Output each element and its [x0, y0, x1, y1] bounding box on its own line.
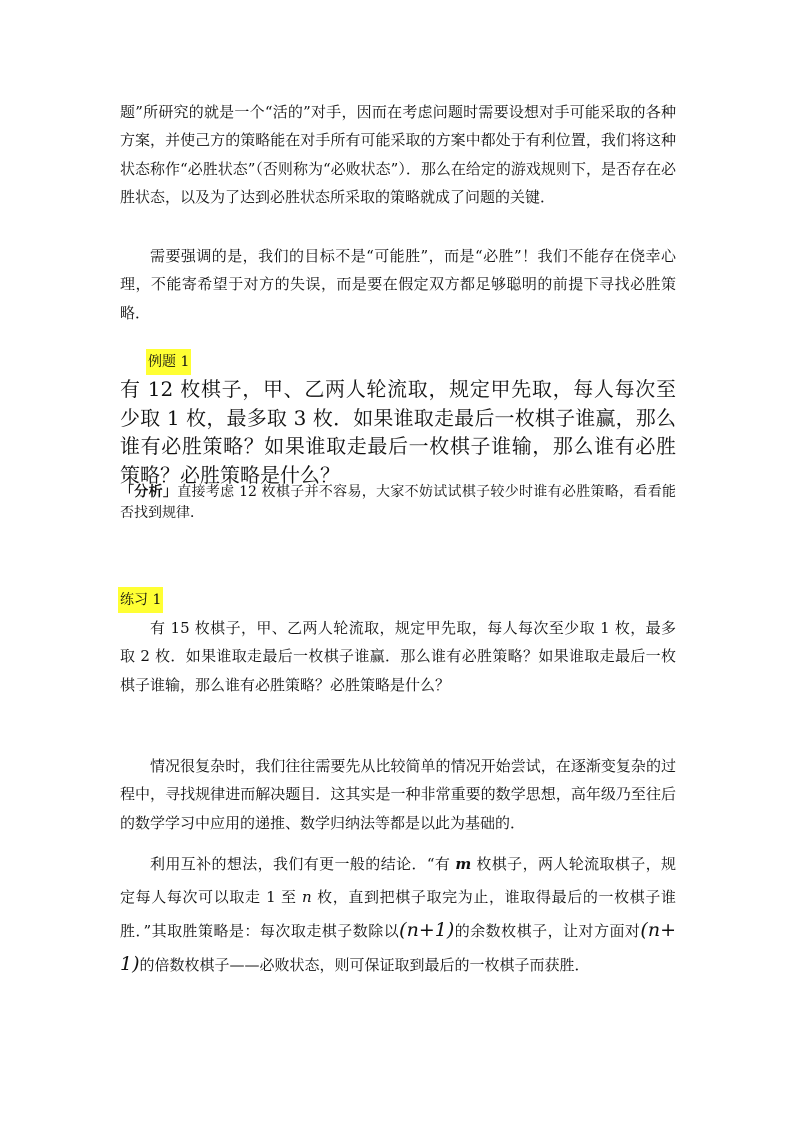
- variable-m: m: [455, 855, 472, 873]
- summary-text-d: 的余数枚棋子，让对方面对: [454, 922, 641, 940]
- example-analysis: [120, 482, 676, 524]
- expression-n-plus-1-a: (n+1): [399, 919, 455, 941]
- example-tag: 例题 1: [146, 349, 191, 375]
- expression-n-plus-1-b: (n+1): [120, 919, 676, 975]
- intro-paragraph-1: 题”所研究的就是一个“活的”对手，因而在考虑问题时需要设想对手可能采取的各种方案，并使己方的策略能在对手所有可能采取的方案中都处于有利位置，我们将这种状态称作“必胜状态”（否则称为“必败状态”）．那么在给定的游戏规则下，是否存在必胜状态，以及为了达到必胜状态所采取的策略就成了问题的关键．: [120, 103, 676, 207]
- summary-paragraph-2: [120, 848, 676, 982]
- summary-paragraph-1: 情况很复杂时，我们往往需要先从比较简单的情况开始尝试，在逐渐变复杂的过程中，寻找规律进而解决题目．这其实是一种非常重要的数学思想，高年级乃至往后的数学学习中应用的递推、数学归纳法等都是以此为基础的．: [120, 757, 676, 832]
- intro-paragraph-2: 需要强调的是，我们的目标不是“可能胜”，而是“必胜”！我们不能存在侥幸心理，不能寄希望于对方的失误，而是要在假定双方都足够聪明的前提下寻找必胜策略．: [120, 247, 676, 322]
- summary-text-b: 枚棋子，两人轮流取棋子，规定每人每次可以取走 1 至: [120, 855, 676, 906]
- variable-n: n: [302, 888, 312, 906]
- analysis-text: 直接考虑 12 枚棋子并不容易，大家不妨试试棋子较少时谁有必胜策略，看看能否找到规律．: [120, 484, 676, 521]
- exercise-tag: 练习 1: [118, 587, 163, 613]
- example-problem: 有 12 枚棋子，甲、乙两人轮流取，规定甲先取，每人每次至少取 1 枚，最多取 3 枚．如果谁取走最后一枚棋子谁赢，那么谁有必胜策略？如果谁取走最后一枚棋子谁输，那么谁有必胜策略？必胜策略是什么？: [120, 377, 676, 487]
- summary-text-e: 的倍数枚棋子——必败状态，则可保证取到最后的一枚棋子而获胜．: [139, 956, 590, 974]
- analysis-label: 「分析」: [120, 484, 178, 500]
- summary-text-c: 枚，直到把棋子取完为止，谁取得最后的一枚棋子谁胜．”其取胜策略是：每次取走棋子数除以: [120, 888, 676, 940]
- exercise-problem: 有 15 枚棋子，甲、乙两人轮流取，规定甲先取，每人每次至少取 1 枚，最多取 2 枚．如果谁取走最后一枚棋子谁赢．那么谁有必胜策略？如果谁取走最后一枚棋子谁输，那么谁有必胜策略？必胜策略是什么？: [120, 619, 676, 694]
- summary-text-a: 利用互补的想法，我们有更一般的结论．“有: [150, 855, 456, 873]
